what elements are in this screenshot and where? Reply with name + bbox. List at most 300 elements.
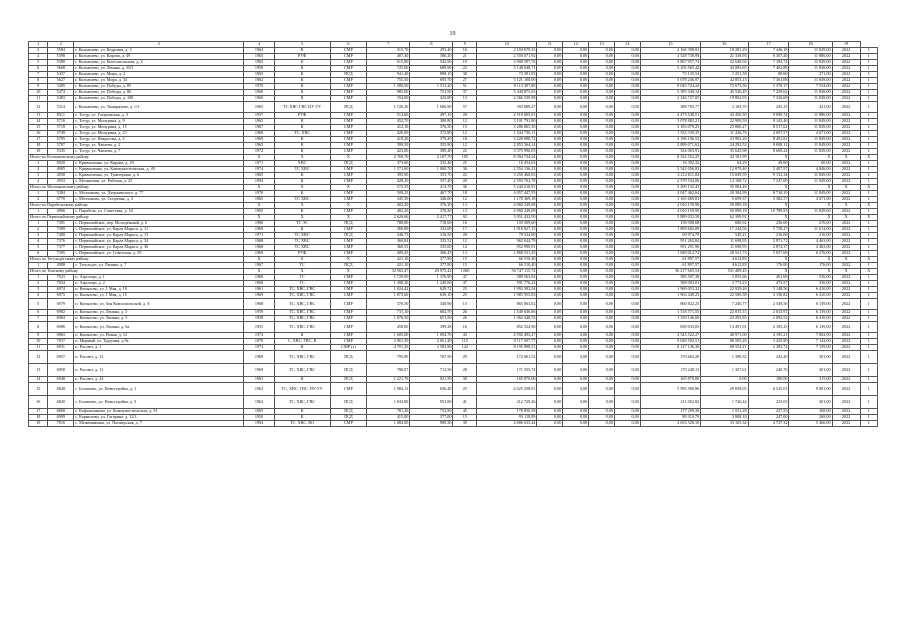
table-cell: 572,55 xyxy=(367,185,410,191)
table-cell: Х xyxy=(832,155,860,161)
table-cell: 8 127 146,30 xyxy=(640,345,700,351)
table-cell: 0,00 xyxy=(563,275,589,281)
table-cell: 0,00 xyxy=(614,54,640,60)
table-cell: 0,00 xyxy=(614,299,640,310)
table-cell: г. Колпашево, ул. Мира, д. 2 xyxy=(74,72,244,78)
table-cell: 1 729,90 xyxy=(367,275,410,281)
table-cell: 1 868 531,45 xyxy=(477,251,537,257)
table-cell: 1 xyxy=(29,209,48,215)
table-cell: 6 139,00 xyxy=(789,310,832,316)
table-cell: 0,00 xyxy=(537,149,563,155)
table-cell: с. Межениновка, ул. Пионерская, д. 7 xyxy=(74,421,244,427)
table-row xyxy=(29,364,878,377)
table-cell: 316,50 xyxy=(410,233,453,239)
table-cell: 92 xyxy=(453,215,477,221)
table-cell: 0,00 xyxy=(537,72,563,78)
table-cell: СМР xyxy=(330,96,367,102)
table-cell: 0,00 xyxy=(537,90,563,96)
table-cell: 0,00 xyxy=(537,173,563,179)
table-cell: 5 244 216,91 xyxy=(477,185,537,191)
table-cell: 1 xyxy=(860,173,877,179)
table-cell: 1972 xyxy=(244,149,274,155)
table-cell: 0,00 xyxy=(537,113,563,119)
table-cell: Х xyxy=(244,155,274,161)
table-cell: Х xyxy=(860,155,877,161)
table-cell: 14 xyxy=(29,119,48,125)
table-cell: 0,00 xyxy=(589,155,615,161)
table-cell: 60,00 xyxy=(789,161,832,167)
table-cell: 0,00 xyxy=(563,287,589,293)
table-cell: 725,00 xyxy=(367,66,410,72)
table-cell: 839 033,05 xyxy=(640,322,700,333)
table-cell: с. Корнилово, ул. Гагарина, д. 12/1 xyxy=(74,415,244,421)
table-cell: 377,00 xyxy=(410,415,453,421)
table-cell: 247,00 xyxy=(748,415,789,421)
table-row xyxy=(29,102,878,113)
table-cell: 47 xyxy=(453,281,477,287)
table-cell: 2022 xyxy=(832,364,860,377)
table-cell: 1 899 682,09 xyxy=(640,227,700,233)
table-cell: 6979 xyxy=(48,299,74,310)
table-cell: 11 849,00 xyxy=(789,179,832,185)
table-cell: 0,00 xyxy=(614,221,640,227)
table-cell: 0,00 xyxy=(537,396,563,409)
table-cell: 1 xyxy=(860,322,877,333)
table-cell: 3 xyxy=(29,173,48,179)
table-cell: 9 xyxy=(29,84,48,90)
table-cell: 1 xyxy=(860,227,877,233)
table-cell: 6 xyxy=(29,251,48,257)
table-cell: 19 xyxy=(29,421,48,427)
table-cell: 1 xyxy=(860,245,877,251)
district-total-label: Итого по Томскому району xyxy=(29,269,244,275)
table-cell: 5495 xyxy=(48,84,74,90)
table-row xyxy=(29,299,878,310)
table-cell: 10 xyxy=(29,90,48,96)
table-cell: 3 867 957,74 xyxy=(640,60,700,66)
table-cell: 5 121 100,00 xyxy=(477,78,537,84)
column-number: 5 xyxy=(274,42,330,48)
table-cell: 1 249,60 xyxy=(410,281,453,287)
table-cell: ПСД xyxy=(330,396,367,409)
table-cell: 5384 xyxy=(48,191,74,197)
table-cell: 780,07 xyxy=(367,364,410,377)
table-cell: 3 773,23 xyxy=(701,281,748,287)
table-cell: Х xyxy=(832,203,860,209)
table-cell: 1965 xyxy=(244,102,274,113)
column-number: 15 xyxy=(640,42,700,48)
table-cell: п. Аэропорт, д. 2 xyxy=(74,281,244,287)
table-cell: Х xyxy=(748,185,789,191)
table-cell: СМР xyxy=(330,299,367,310)
table-cell: 11 849,00 xyxy=(789,137,832,143)
table-cell: 1963 xyxy=(244,396,274,409)
table-cell: 370,50 xyxy=(367,299,410,310)
table-cell: 852 524,96 xyxy=(477,322,537,333)
table-cell: 5668 xyxy=(48,66,74,72)
table-cell: ПСД xyxy=(330,102,367,113)
table-cell: 89 310,79 xyxy=(640,415,700,421)
table-cell: 360,55 xyxy=(367,245,410,251)
table-cell: 5 889 032,58 xyxy=(640,215,700,221)
table-cell: 0,00 xyxy=(563,269,589,275)
table-cell: 61 897,57 xyxy=(640,257,700,263)
table-cell: 6920 xyxy=(48,161,74,167)
table-cell: 21 338,93 xyxy=(701,54,748,60)
table-cell: 2022 xyxy=(832,173,860,179)
table-cell: 1 606,90 xyxy=(410,102,453,113)
table-cell: СМР xyxy=(330,239,367,245)
table-cell: Х xyxy=(330,257,367,263)
table-cell: К xyxy=(274,209,330,215)
table-cell: 0,00 xyxy=(589,161,615,167)
table-cell: 0,00 xyxy=(614,60,640,66)
table-cell: 0,00 xyxy=(537,281,563,287)
table-cell: ТС, ХВС, ГВС, ПУ УУ xyxy=(274,383,330,396)
table-cell: 1 xyxy=(860,161,877,167)
table-cell: 585 507,38 xyxy=(640,275,700,281)
table-cell: 8 669,24 xyxy=(748,149,789,155)
column-number: 7 xyxy=(367,42,410,48)
table-cell: 5 466,00 xyxy=(789,421,832,427)
table-cell: 30 xyxy=(453,185,477,191)
table-cell: 7 xyxy=(29,316,48,322)
table-cell: 5718 xyxy=(48,125,74,131)
table-cell: 2022 xyxy=(832,351,860,364)
table-cell: 1 540 636,66 xyxy=(477,310,537,316)
table-cell: 3 808,10 xyxy=(701,415,748,421)
table-cell: 1968 xyxy=(244,131,274,137)
table-cell: 1 xyxy=(860,415,877,421)
table-cell: 56 217 665,54 xyxy=(640,269,700,275)
table-cell: 165 870,00 xyxy=(477,377,537,383)
table-cell: 0,00 xyxy=(589,125,615,131)
table-cell: ПСД xyxy=(330,415,367,421)
table-cell: Х xyxy=(748,203,789,209)
table-cell: 0,00 xyxy=(589,322,615,333)
table-cell: 1969 xyxy=(244,137,274,143)
table-cell: 1968 xyxy=(244,275,274,281)
table-cell: 0,00 xyxy=(537,351,563,364)
table-cell: 1 xyxy=(860,263,877,269)
table-cell: 0,00 xyxy=(537,263,563,269)
table-cell: 4988 xyxy=(48,263,74,269)
table-cell: 6958 xyxy=(48,364,74,377)
table-cell: СМР xyxy=(330,227,367,233)
table-cell: Х xyxy=(244,269,274,275)
table-cell: ТС, ХВС, ГВС xyxy=(274,293,330,299)
table-cell: 5 xyxy=(29,299,48,310)
table-cell: 2022 xyxy=(832,72,860,78)
table-cell: 0,00 xyxy=(563,339,589,345)
table-cell: 0,00 xyxy=(537,333,563,339)
table-cell: 0,00 xyxy=(537,409,563,415)
table-cell: 2 550 071,92 xyxy=(477,54,537,60)
table-cell: 16 392,32 xyxy=(640,161,700,167)
table-cell: 2022 xyxy=(832,227,860,233)
table-cell: ХВС xyxy=(274,161,330,167)
table-cell: 0,00 xyxy=(589,215,615,221)
table-cell: 93 118,89 xyxy=(477,415,537,421)
table-cell: 2 092,52 xyxy=(748,316,789,322)
table-cell: 212 729,26 xyxy=(477,396,537,409)
table-cell: 1955 xyxy=(244,322,274,333)
table-cell: 0,00 xyxy=(589,257,615,263)
table-cell: 0,00 xyxy=(537,415,563,421)
table-cell: 20 xyxy=(453,233,477,239)
table-cell: 315,00 xyxy=(789,377,832,383)
table-cell: 402,20 xyxy=(367,203,410,209)
table-cell: ТС xyxy=(274,263,330,269)
table-cell: 0,00 xyxy=(614,351,640,364)
table-cell: Х xyxy=(274,203,330,209)
table-cell: 73 391,83 xyxy=(477,72,537,78)
table-cell: 0,00 xyxy=(563,72,589,78)
table-cell: 0,00 xyxy=(614,316,640,322)
table-cell: 7037 xyxy=(48,339,74,345)
table-cell: 2022 xyxy=(832,233,860,239)
table-row xyxy=(29,383,878,396)
table-cell: 11 849,00 xyxy=(789,125,832,131)
table-cell: К xyxy=(274,143,330,149)
table-cell: 0,00 xyxy=(563,322,589,333)
table-cell: 17 xyxy=(29,409,48,415)
table-cell: п. Копылово, ул. Новая, д. 12 xyxy=(74,333,244,339)
table-cell: 0,00 xyxy=(589,60,615,66)
table-cell: 2022 xyxy=(832,383,860,396)
table-cell: 7 326,69 xyxy=(748,96,789,102)
table-cell: 2 417,77 xyxy=(410,215,453,221)
table-cell: 301,00 xyxy=(789,351,832,364)
table-cell: 19 802,93 xyxy=(701,96,748,102)
table-cell: К xyxy=(274,345,330,351)
table-cell: 7395 xyxy=(48,251,74,257)
table-cell: 0,00 xyxy=(563,167,589,173)
table-cell: 35 645,98 xyxy=(701,149,748,155)
table-cell: 355,70 xyxy=(410,173,453,179)
table-cell: 1 xyxy=(29,221,48,227)
table-cell: ПСД xyxy=(330,351,367,364)
table-cell: 158 908,68 xyxy=(640,221,700,227)
table-cell: с. Первомайское, ул. Карла Маркса, д. 36 xyxy=(74,245,244,251)
table-cell: 48 971,00 xyxy=(701,333,748,339)
table-cell: 2 107,70 xyxy=(410,155,453,161)
table-cell: 9 081,00 xyxy=(789,383,832,396)
table-cell: 0,00 xyxy=(589,316,615,322)
table-cell: 3 206 865,30 xyxy=(477,125,537,131)
table-cell: ТС, ХВС, ГВС xyxy=(274,287,330,293)
table-cell: 589 563,04 xyxy=(477,275,537,281)
table-cell: 1 xyxy=(860,383,877,396)
table-cell: 0,00 xyxy=(589,96,615,102)
table-cell: 407,40 xyxy=(367,54,410,60)
table-cell: 795,80 xyxy=(367,351,410,364)
table-cell: Х xyxy=(274,269,330,275)
table-cell: 33 105,34 xyxy=(701,421,748,427)
column-number: 14 xyxy=(614,42,640,48)
table-cell: 393 888,47 xyxy=(477,102,537,113)
table-cell: 0,00 xyxy=(563,215,589,221)
table-cell: 4 060 249,08 xyxy=(477,209,537,215)
table-cell: 1964 xyxy=(244,48,274,54)
table-cell: 7391 xyxy=(48,221,74,227)
table-cell: 176,00 xyxy=(789,263,832,269)
table-cell: 951 291,96 xyxy=(640,245,700,251)
table-cell: 6 410,00 xyxy=(789,316,832,322)
table-cell: 8 113 397,80 xyxy=(477,84,537,90)
table-cell: 473,57 xyxy=(748,281,789,287)
table-cell: 0,00 xyxy=(563,48,589,54)
table-cell: РУФ xyxy=(274,251,330,257)
table-cell: Х xyxy=(860,215,877,221)
table-cell: 0,00 xyxy=(614,263,640,269)
table-cell: 3 220 098,72 xyxy=(477,137,537,143)
table-cell: 1 xyxy=(860,209,877,215)
table-cell: 4 671,00 xyxy=(789,197,832,203)
table-cell: 0,00 xyxy=(589,149,615,155)
table-cell: 1 xyxy=(860,167,877,173)
table-row xyxy=(29,421,878,427)
table-cell: Х xyxy=(860,269,877,275)
table-cell: с. Молчаново, ул. Спортная, д. 3 xyxy=(74,197,244,203)
table-cell: 2022 xyxy=(832,96,860,102)
table-cell: Х xyxy=(789,155,832,161)
table-cell: 57 xyxy=(453,102,477,113)
table-cell: 315,70 xyxy=(367,48,410,54)
table-cell: 2022 xyxy=(832,119,860,125)
table-cell: 1 xyxy=(860,197,877,203)
table-cell: 11 849,00 xyxy=(789,119,832,125)
table-cell: 0,00 xyxy=(563,161,589,167)
table-cell: 1 060 xyxy=(453,269,477,275)
table-cell: 13 xyxy=(29,113,48,119)
table-cell: 11 849,00 xyxy=(789,78,832,84)
table-cell: 0,00 xyxy=(614,167,640,173)
table-cell: 51 xyxy=(453,84,477,90)
table-cell: 509,25 xyxy=(367,191,410,197)
table-cell: 0,00 xyxy=(614,293,640,299)
table-cell: К xyxy=(274,90,330,96)
table-cell: 0,00 xyxy=(537,209,563,215)
table-cell: 1 xyxy=(860,333,877,339)
table-cell: 467,70 xyxy=(410,191,453,197)
table-cell: 0,00 xyxy=(563,421,589,427)
table-cell: 0,00 xyxy=(563,351,589,364)
district-total-label: Итого по Тегульдетскому району xyxy=(29,257,244,263)
table-cell: 0,00 xyxy=(614,197,640,203)
table-cell: 276,00 xyxy=(789,221,832,227)
table-cell: 13 491,91 xyxy=(701,322,748,333)
table-cell: 788,80 xyxy=(367,221,410,227)
table-cell: 6975 xyxy=(48,293,74,299)
table-cell: 9 020 502,51 xyxy=(640,339,700,345)
table-cell: 0,00 xyxy=(537,421,563,427)
table-cell: 1962 xyxy=(244,78,274,84)
table-cell: 11 612,00 xyxy=(789,227,832,233)
table-cell: 0,00 xyxy=(537,155,563,161)
table-cell: 5483 xyxy=(48,96,74,102)
table-cell: 13 xyxy=(453,96,477,102)
table-cell: 6957 xyxy=(48,351,74,364)
table-cell: 4 xyxy=(29,293,48,299)
table-cell: с. Молчаново, ул. Дзержинского, д. 77 xyxy=(74,191,244,197)
table-cell: г. Колпашево, ул. Мира, д. 34 xyxy=(74,78,244,84)
table-cell: 20 xyxy=(453,179,477,185)
table-cell: 346,00 xyxy=(410,197,453,203)
table-cell: Х xyxy=(789,257,832,263)
table-cell: 5 078 246,97 xyxy=(640,78,700,84)
table-cell: 0,00 xyxy=(537,257,563,263)
table-cell: 0,00 xyxy=(563,345,589,351)
table-cell: 4 097,57 xyxy=(748,131,789,137)
table-cell: 1962 xyxy=(244,383,274,396)
table-cell: 0,00 xyxy=(563,245,589,251)
table-cell: 4 463,00 xyxy=(789,239,832,245)
table-cell: 17 xyxy=(453,227,477,233)
table-cell: 2 554 136,23 xyxy=(477,167,537,173)
table-cell: 0,00 xyxy=(563,90,589,96)
table-cell: 360,80 xyxy=(367,227,410,233)
table-cell: с. Кривошеино, ул. Тракторная, д. 6 xyxy=(74,173,244,179)
table-cell: Х xyxy=(748,257,789,263)
table-cell: 4 057 447,55 xyxy=(477,191,537,197)
table-cell: 2022 xyxy=(832,396,860,409)
table-cell: 0,00 xyxy=(589,396,615,409)
table-cell: 1971 xyxy=(244,161,274,167)
table-cell: 1967 xyxy=(244,263,274,269)
table-cell: 25 xyxy=(453,383,477,396)
table-cell: С, ХВС, ГВС, В xyxy=(274,339,330,345)
table-cell: 1958 xyxy=(244,316,274,322)
table-cell: 13 xyxy=(453,299,477,310)
table-cell: 1969 xyxy=(244,251,274,257)
table-cell: 1 xyxy=(29,275,48,281)
table-cell: 536,00 xyxy=(789,281,832,287)
table-cell: с. Тогур, ул. Некрасова, д. 2 xyxy=(74,137,244,143)
table-cell: СМР xyxy=(330,293,367,299)
table-cell: 718,60 xyxy=(410,221,453,227)
table-cell: 0,00 xyxy=(537,239,563,245)
table-cell: Х xyxy=(244,185,274,191)
table-cell: 23 293,85 xyxy=(701,316,748,322)
table-cell: Х xyxy=(860,257,877,263)
table-cell: 0,00 xyxy=(537,322,563,333)
table-cell: с. Первомайское, ул. Советская, д. 59 xyxy=(74,251,244,257)
table-cell: 80,60 xyxy=(748,72,789,78)
table-cell: Х xyxy=(330,203,367,209)
table-cell: 10 xyxy=(29,339,48,345)
table-cell: 0,00 xyxy=(614,102,640,113)
table-cell: 0,00 xyxy=(589,275,615,281)
table-cell: 15 849,59 xyxy=(701,173,748,179)
table-cell: 0,00 xyxy=(563,113,589,119)
table-cell: 2 593 702,78 xyxy=(477,179,537,185)
table-cell: 177 299,30 xyxy=(640,409,700,415)
table-cell: 0,00 xyxy=(614,96,640,102)
table-cell: 23 992,20 xyxy=(701,137,748,143)
table-cell: 6770 xyxy=(48,197,74,203)
table-cell: Х xyxy=(832,185,860,191)
table-cell: 0,00 xyxy=(614,185,640,191)
table-cell: 0,00 xyxy=(589,239,615,245)
table-cell: 0,00 xyxy=(589,54,615,60)
table-cell: 4 671,00 xyxy=(789,131,832,137)
table-cell: 1 xyxy=(860,66,877,72)
table-cell: 0,00 xyxy=(563,119,589,125)
table-cell: 0,00 xyxy=(589,48,615,54)
table-cell: 38 xyxy=(453,72,477,78)
table-cell: 4 xyxy=(29,239,48,245)
